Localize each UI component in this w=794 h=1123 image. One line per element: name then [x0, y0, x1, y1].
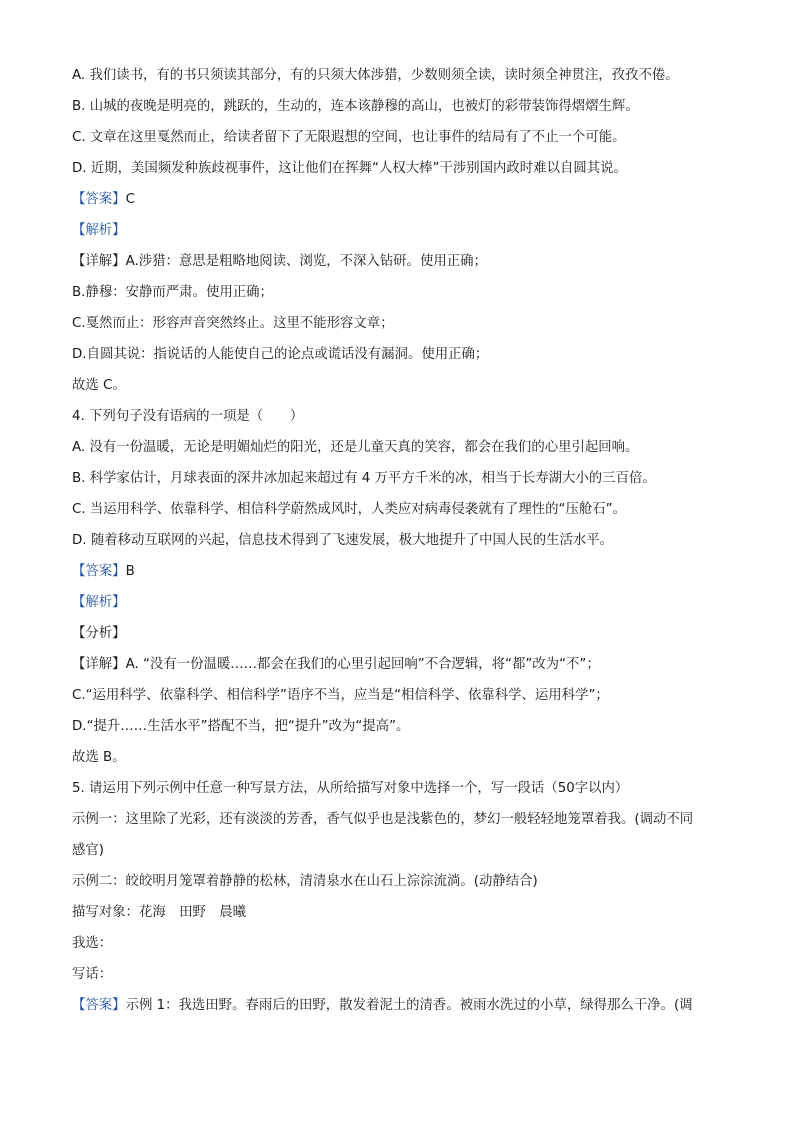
q3-option-a: A. 我们读书，有的书只须读其部分，有的只须大体涉猎，少数则须全读，读时须全神贯注，孜孜不倦。 [72, 68, 679, 83]
q3-option-c: C. 文章在这里戛然而止，给读者留下了无限遐想的空间，也让事件的结局有了不止一个可能。 [72, 130, 626, 145]
detail-tag: 【详解】 [72, 254, 126, 269]
q4-detail [72, 649, 742, 680]
q3-option-d: D. 近期，美国频发种族歧视事件，这让他们在挥舞“人权大棒”干涉别国内政时难以自圆其说。 [72, 161, 627, 176]
q5-stem: 5. 请运用下列示例中任意一种写景方法，从所给描写对象中选择一个，写一段话（50字以内） [72, 781, 629, 796]
answer-tag: 【答案】 [72, 192, 126, 207]
q4-answer [72, 556, 742, 587]
q4-option-b: B. 科学家估计，月球表面的深井冰加起来超过有 4 万平方千米的冰，相当于长寿湖大小的三百倍。 [72, 471, 656, 486]
q5-answer [72, 990, 742, 1021]
q5-example-2: 示例二：皎皎明月笼罩着静静的松林，清清泉水在山石上淙淙流淌。(动静结合) [72, 874, 538, 889]
q5-objects: 描写对象：花海 田野 晨曦 [72, 905, 247, 920]
answer-text: 示例 1：我选田野。春雨后的田野，散发着泥土的清香。被雨水洗过的小草，绿得那么干净。(调 [125, 998, 693, 1013]
q3-detail-c: C.戛然而止：形容声音突然终止。这里不能形容文章； [72, 316, 394, 331]
q3-option-b: B. 山城的夜晚是明亮的，跳跃的，生动的，连本该静穆的高山，也被灯的彩带装饰得熠熠生辉。 [72, 99, 639, 114]
detail-text: A.涉猎：意思是粗略地阅读、浏览，不深入钻研。使用正确； [125, 254, 487, 269]
detail-tag: 【详解】 [72, 657, 126, 672]
q5-example-1-cont: 感官) [72, 843, 105, 858]
q3-detail-b: B.静穆：安静而严肃。使用正确； [72, 285, 273, 300]
analysis-tag: 【解析】 [72, 223, 126, 238]
analysis-tag: 【解析】 [72, 595, 126, 610]
q4-detail-c: C.“运用科学、依靠科学、相信科学”语序不当，应当是“相信科学、依靠科学、运用科学”； [72, 688, 609, 703]
answer-value: B [125, 564, 135, 579]
q3-detail [72, 246, 742, 277]
q4-option-d: D. 随着移动互联网的兴起，信息技术得到了飞速发展，极大地提升了中国人民的生活水平。 [72, 533, 614, 548]
q4-stem: 4. 下列句子没有语病的一项是（ ） [72, 409, 304, 424]
q4-analysis-heading [72, 587, 742, 618]
q4-conclusion: 故选 B。 [72, 750, 126, 765]
q5-choice: 我选： [72, 936, 113, 951]
answer-value: C [125, 192, 135, 207]
q4-option-c: C. 当运用科学、依靠科学、相信科学蔚然成风时，人类应对病毒侵袭就有了理性的“压舱石”。 [72, 502, 626, 517]
document-page [72, 60, 742, 1021]
answer-tag: 【答案】 [72, 564, 126, 579]
q4-detail-d: D.“提升……生活水平”搭配不当，把“提升”改为“提高”。 [72, 719, 410, 734]
q4-option-a: A. 没有一份温暖，无论是明媚灿烂的阳光，还是儿童天真的笑容，都会在我们的心里引起回响。 [72, 440, 639, 455]
q4-fenxi-heading [72, 618, 742, 649]
q5-example-1: 示例一：这里除了光彩，还有淡淡的芳香，香气似乎也是浅紫色的，梦幻一般轻轻地笼罩着我。(调动不同 [72, 812, 694, 827]
q3-detail-d: D.自圆其说：指说话的人能使自己的论点或谎话没有漏洞。使用正确； [72, 347, 489, 362]
q5-writing: 写话： [72, 967, 113, 982]
q3-analysis-heading [72, 215, 742, 246]
q3-conclusion: 故选 C。 [72, 378, 126, 393]
q3-answer [72, 184, 742, 215]
fenxi-tag: 【分析】 [72, 626, 126, 641]
answer-tag: 【答案】 [72, 998, 126, 1013]
detail-text: A. “没有一份温暖……都会在我们的心里引起回响”不合逻辑，将“都”改为“不”； [125, 657, 600, 672]
